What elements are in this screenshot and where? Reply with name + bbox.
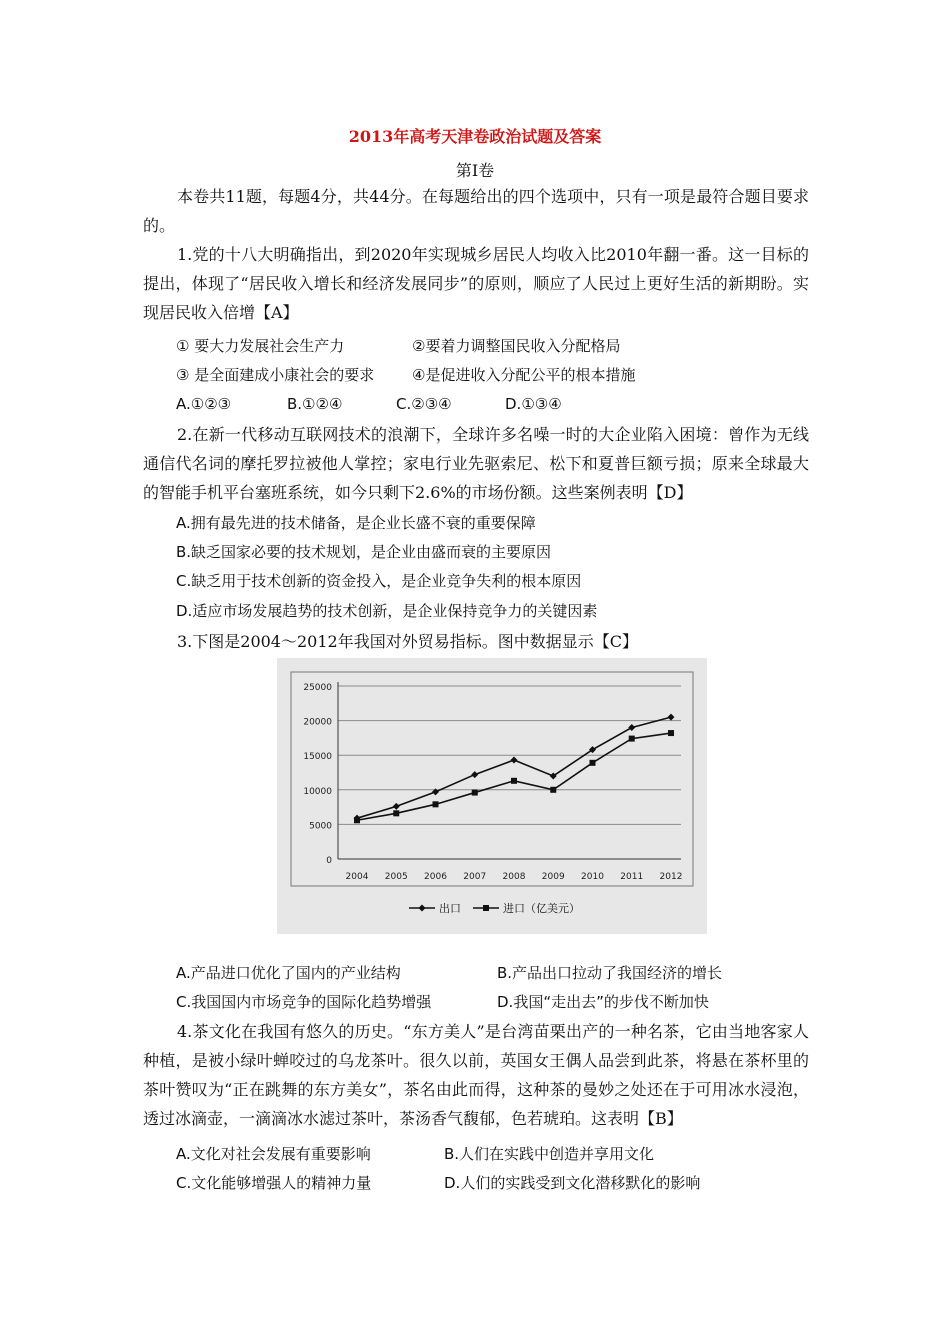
trade-chart (277, 658, 707, 934)
q4-option-b: B.人们在实践中创造并享用文化 (444, 1145, 655, 1163)
data-point-export (393, 803, 400, 810)
question-1-stem: 1.党的十八大明确指出，到2020年实现城乡居民人均收入比2010年翻一番。这一目标的提出，体现了“居民收入增长和经济发展同步”的原则，顺应了人民过上更好生活的新期盼。实现居民收入倍增【A】 (143, 245, 809, 322)
data-point-import (550, 787, 556, 793)
q2-option-b: B.缺乏国家必要的技术规划，是企业由盛而衰的主要原因 (176, 543, 552, 561)
data-point-export (471, 771, 478, 778)
data-point-export (668, 714, 675, 721)
page-title: 2013年高考天津卷政治试题及答案 (348, 127, 602, 146)
x-tick-label: 2004 (345, 872, 369, 882)
q4-option-c: C.文化能够增强人的精神力量 (176, 1174, 372, 1192)
intro-text: 本卷共11题，每题4分，共44分。在每题给出的四个选项中，只有一项是最符合题目要求的。 (143, 187, 809, 235)
q4-option-a: A.文化对社会发展有重要影响 (176, 1145, 371, 1163)
question-4-stem: 4.茶文化在我国有悠久的历史。“东方美人”是台湾苗栗出产的一种名茶，它由当地客家人种植，是被小绿叶蝉咬过的乌龙茶叶。很久以前，英国女王偶人品尝到此茶，将悬在茶杯里的茶叶赞叹为“正在跳舞的东方美女”，茶名由此而得，这种茶的曼妙之处还在于可用冰水浸泡，透过冰滴壶，一滴滴冰水滤过茶叶，茶汤香气馥郁，色若琥珀。这表明【B】 (143, 1022, 809, 1128)
y-tick-label: 10000 (303, 786, 332, 797)
q2-option-c: C.缺乏用于技术创新的资金投入，是企业竞争失利的根本原因 (176, 572, 582, 590)
section-heading: 第Ⅰ卷 (455, 161, 495, 180)
q1-statement-1: ① 要大力发展社会生产力 (176, 337, 345, 355)
question-3-stem: 3.下图是2004～2012年我国对外贸易指标。图中数据显示【C】 (177, 632, 638, 651)
q4-option-d: D.人们的实践受到文化潜移默化的影响 (444, 1174, 701, 1192)
legend-marker-export (419, 905, 426, 912)
q1-option-d: D.①③④ (505, 395, 562, 413)
data-point-export (511, 757, 518, 764)
q2-option-d: D.适应市场发展趋势的技术创新，是企业保持竞争力的关键因素 (176, 602, 598, 620)
data-point-import (668, 730, 674, 736)
q2-option-a: A.拥有最先进的技术储备，是企业长盛不衰的重要保障 (176, 514, 536, 532)
data-point-import (629, 736, 635, 742)
q3-option-b: B.产品出口拉动了我国经济的增长 (497, 964, 723, 982)
q1-option-c: C.②③④ (396, 395, 452, 413)
q1-statement-2: ②要着力调整国民收入分配格局 (412, 337, 621, 355)
x-tick-label: 2005 (384, 872, 408, 882)
y-tick-label: 5000 (309, 821, 332, 832)
q3-option-a: A.产品进口优化了国内的产业结构 (176, 964, 401, 982)
legend-label-import: 进口（亿美元） (503, 902, 580, 915)
data-point-import (433, 801, 439, 807)
data-point-import (354, 817, 360, 823)
y-tick-label: 15000 (303, 752, 332, 763)
q1-statement-4: ④是促进收入分配公平的根本措施 (412, 366, 636, 384)
series-line-2 (357, 733, 671, 820)
series-line-1 (357, 717, 671, 818)
q3-option-d: D.我国“走出去”的步伐不断加快 (497, 993, 709, 1011)
y-tick-label: 20000 (303, 717, 332, 728)
question-2-stem: 2.在新一代移动互联网技术的浪潮下，全球许多名噪一时的大企业陷入困境：曾作为无线通信代名词的摩托罗拉被他人掌控；家电行业先驱索尼、松下和夏普巨额亏损；原来全球最大的智能手机平台塞班系统，如今只剩下2.6%的市场份额。这些案例表明【D】 (143, 425, 809, 502)
data-point-import (590, 760, 596, 766)
q3-option-c: C.我国国内市场竞争的国际化趋势增强 (176, 993, 432, 1011)
legend-label-export: 出口 (439, 902, 461, 915)
x-tick-label: 2012 (659, 872, 683, 882)
x-tick-label: 2007 (463, 872, 487, 882)
q1-option-a: A.①②③ (176, 395, 232, 413)
x-tick-label: 2010 (581, 872, 604, 882)
chart-frame (291, 672, 693, 886)
data-point-import (511, 778, 517, 784)
x-tick-label: 2006 (424, 872, 447, 882)
q1-statement-3: ③ 是全面建成小康社会的要求 (176, 366, 375, 384)
legend-marker-import (483, 905, 489, 911)
y-tick-label: 25000 (303, 683, 332, 693)
q1-option-b: B.①②④ (287, 395, 343, 413)
x-tick-label: 2009 (541, 872, 565, 882)
data-point-import (472, 790, 478, 796)
y-tick-label: 0 (326, 856, 332, 866)
data-point-import (393, 810, 399, 816)
data-point-export (628, 724, 635, 731)
chart-svg (277, 658, 707, 934)
x-tick-label: 2011 (620, 872, 644, 882)
x-tick-label: 2008 (502, 872, 526, 882)
